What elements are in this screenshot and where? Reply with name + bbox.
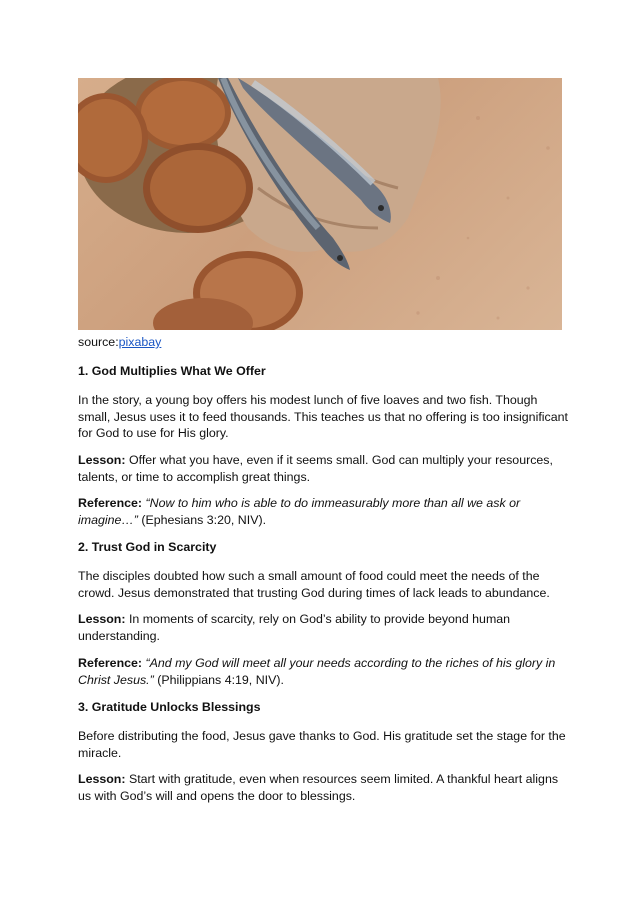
lesson-text: Offer what you have, even if it seems small. God can multiply your resources, talents, or time to accomplish great things. — [78, 453, 553, 484]
reference-quote: “And my God will meet all your needs according to the riches of his glory in Christ Jesus.” — [78, 656, 556, 687]
section-2-reference — [78, 655, 568, 688]
section-2-heading: 2. Trust God in Scarcity — [78, 540, 217, 554]
reference-citation: (Philippians 4:19, NIV). — [153, 672, 284, 687]
reference-citation: (Ephesians 3:20, NIV). — [137, 512, 267, 527]
lesson-label: Lesson: — [78, 453, 126, 467]
reference-label: Reference: — [78, 496, 143, 510]
section-2-body: The disciples doubted how such a small amount of food could meet the needs of the crowd. Jesus demonstrated that trusting God during times of lack leads to abundance. — [78, 569, 550, 600]
lesson-text: Start with gratitude, even when resources seem limited. A thankful heart aligns us with God’s will and opens the door to blessings. — [78, 772, 559, 803]
section-1-lesson — [78, 452, 568, 485]
pixabay-link[interactable]: pixabay — [118, 335, 162, 349]
bread-fish-photo — [78, 78, 562, 330]
source-label: source: — [78, 335, 119, 349]
section-1-reference — [78, 495, 568, 528]
section-3-lesson — [78, 771, 568, 804]
reference-quote: “Now to him who is able to do immeasurably more than all we ask or imagine…” — [78, 496, 521, 527]
section-3-body: Before distributing the food, Jesus gave thanks to God. His gratitude set the stage for the miracle. — [78, 729, 566, 760]
image-source — [78, 335, 161, 350]
lesson-label: Lesson: — [78, 612, 126, 626]
section-2-lesson — [78, 611, 568, 644]
lesson-label: Lesson: — [78, 772, 126, 786]
reference-label: Reference: — [78, 656, 143, 670]
photo-illustration — [78, 78, 562, 330]
section-3-heading: 3. Gratitude Unlocks Blessings — [78, 700, 261, 714]
lesson-text: In moments of scarcity, rely on God’s ability to provide beyond human understanding. — [78, 612, 511, 643]
section-1-body: In the story, a young boy offers his modest lunch of five loaves and two fish. Though small, Jesus uses it to feed thousands. This teaches us that no offering is too insignificant for God to use for His glory. — [78, 393, 568, 440]
section-1-heading: 1. God Multiplies What We Offer — [78, 364, 266, 378]
